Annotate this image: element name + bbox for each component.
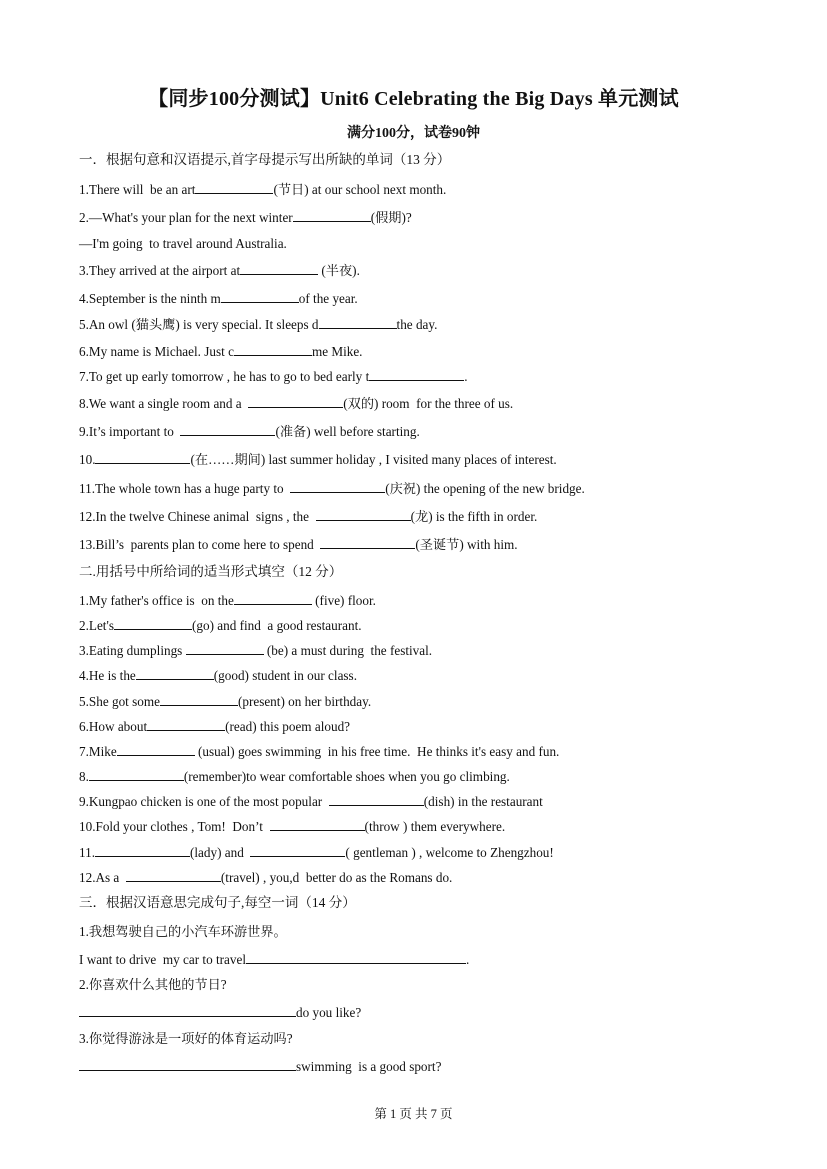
section-heading: 二.用括号中所给词的适当形式填空（12 分）: [79, 564, 343, 579]
chinese-prompt: 3.你觉得游泳是一项好的体育运动吗?: [79, 1031, 293, 1046]
question: 9.It’s important to (准备) well before starting.: [79, 424, 420, 439]
answer-blank[interactable]: [234, 592, 312, 605]
chinese-prompt: 2.你喜欢什么其他的节日?: [79, 977, 227, 992]
question: 11. (lady) and ( gentleman ) , welcome to Zhengzhou!: [79, 845, 554, 860]
question: 1.My father's office is on the (five) floor.: [79, 593, 376, 608]
question: 12.As a (travel) , you,d better do as the Romans do.: [79, 870, 453, 885]
page-title: 【同步100分测试】Unit6 Celebrating the Big Days 单元测试: [148, 88, 679, 110]
question: 2.—What's your plan for the next winter (假期)?: [79, 210, 412, 225]
answer-blank[interactable]: [250, 844, 345, 857]
answer-blank[interactable]: [95, 844, 190, 857]
question: 13.Bill’s parents plan to come here to spend (圣诞节) with him.: [79, 537, 518, 552]
answer-blank[interactable]: [290, 480, 385, 493]
answer-blank[interactable]: [293, 209, 371, 222]
answer-blank[interactable]: [117, 743, 195, 756]
answer-line: —I'm going to travel around Australia.: [79, 236, 287, 251]
question: 4.September is the ninth m of the year.: [79, 291, 358, 306]
answer-blank[interactable]: [79, 1058, 296, 1071]
answer-blank[interactable]: [186, 642, 264, 655]
answer-blank[interactable]: [195, 181, 273, 194]
section-heading: 一．根据句意和汉语提示,首字母提示写出所缺的单词（13 分）: [79, 152, 451, 167]
answer-blank[interactable]: [95, 451, 190, 464]
question: 4.He is the (good) student in our class.: [79, 668, 357, 683]
question: 3.Eating dumplings (be) a must during the festival.: [79, 643, 433, 658]
section-heading: 三．根据汉语意思完成句子,每空一词（14 分）: [79, 895, 356, 910]
question: 1.There will be an art (节日) at our school next month.: [79, 182, 447, 197]
question: 5.She got some (present) on her birthday.: [79, 694, 372, 709]
question: 6.My name is Michael. Just c me Mike.: [79, 344, 363, 359]
answer-blank[interactable]: [319, 316, 397, 329]
answer-blank[interactable]: [79, 1004, 296, 1017]
question: 8. (remember)to wear comfortable shoes when you go climbing.: [79, 769, 510, 784]
question: 7.To get up early tomorrow , he has to go to bed early t .: [79, 369, 468, 384]
question: 2.Let's (go) and find a good restaurant.: [79, 618, 362, 633]
answer-blank[interactable]: [329, 793, 424, 806]
answer-blank[interactable]: [320, 536, 415, 549]
answer-blank[interactable]: [180, 423, 275, 436]
answer-blank[interactable]: [270, 818, 365, 831]
answer-blank[interactable]: [234, 343, 312, 356]
answer-blank[interactable]: [248, 395, 343, 408]
question: 12.In the twelve Chinese animal signs , the (龙) is the fifth in order.: [79, 509, 538, 524]
chinese-prompt: 1.我想驾驶自己的小汽车环游世界。: [79, 924, 287, 939]
answer-blank[interactable]: [126, 869, 221, 882]
question: 11.The whole town has a huge party to (庆祝) the opening of the new bridge.: [79, 481, 585, 496]
page-footer: 第 1 页 共 7 页: [374, 1107, 453, 1121]
answer-blank[interactable]: [221, 290, 299, 303]
question: 6.How about (read) this poem aloud?: [79, 719, 351, 734]
answer-blank[interactable]: [147, 718, 225, 731]
question: I want to drive my car to travel .: [79, 952, 470, 967]
answer-blank[interactable]: [89, 768, 184, 781]
question: 8.We want a single room and a (双的) room for the three of us.: [79, 396, 514, 411]
question: 7.Mike (usual) goes swimming in his free time. He thinks it's easy and fun.: [79, 744, 560, 759]
answer-blank[interactable]: [246, 951, 466, 964]
question: do you like?: [79, 1004, 361, 1021]
answer-blank[interactable]: [114, 617, 192, 630]
question: swimming is a good sport?: [79, 1058, 441, 1075]
question: 3.They arrived at the airport at (半夜).: [79, 263, 360, 278]
answer-blank[interactable]: [136, 667, 214, 680]
question: 9.Kungpao chicken is one of the most popular (dish) in the restaurant: [79, 794, 543, 809]
question: 5.An owl (猫头鹰) is very special. It sleeps d the day.: [79, 317, 438, 332]
page-subtitle: 满分100分，试卷90钟: [347, 126, 480, 141]
answer-blank[interactable]: [316, 508, 411, 521]
answer-blank[interactable]: [160, 693, 238, 706]
answer-blank[interactable]: [369, 368, 464, 381]
question: 10. (在……期间) last summer holiday , I visited many places of interest.: [79, 452, 557, 467]
answer-blank[interactable]: [240, 262, 318, 275]
question: 10.Fold your clothes , Tom! Don’t (throw ) them everywhere.: [79, 819, 506, 834]
